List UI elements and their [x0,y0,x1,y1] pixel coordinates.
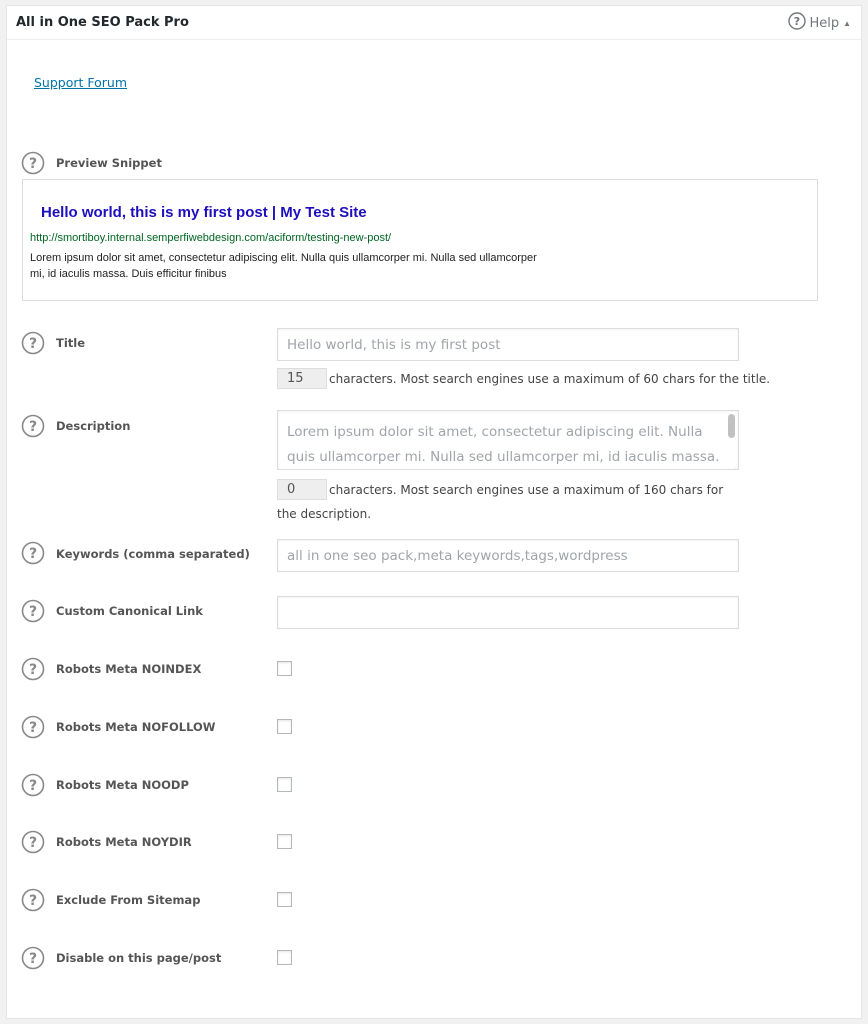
exclude-sitemap-label: Exclude From Sitemap [56,893,201,907]
help-question-icon[interactable] [21,830,45,854]
snippet-title: Hello world, this is my first post | My Test Site [41,204,367,221]
svg-text:?: ? [28,720,38,736]
title-count-hint: characters. Most search engines use a maximum of 60 chars for the title. [329,372,771,386]
nofollow-checkbox[interactable] [277,719,292,734]
disable-post-label: Disable on this page/post [56,951,222,965]
question-circle-icon [788,12,806,35]
help-question-icon[interactable] [21,331,45,355]
help-question-icon[interactable] [21,151,45,175]
title-label: Title [56,336,86,350]
help-question-icon[interactable] [21,888,45,912]
svg-text:?: ? [28,336,38,352]
nofollow-label: Robots Meta NOFOLLOW [56,720,216,734]
svg-text:?: ? [28,156,38,172]
svg-text:?: ? [28,951,38,967]
noydir-label: Robots Meta NOYDIR [56,835,192,849]
svg-text:?: ? [28,778,38,794]
metabox-header [7,6,861,40]
help-question-icon[interactable] [21,773,45,797]
snippet-url: http://smortiboy.internal.semperfiwebdesign.com/aciform/testing-new-post/ [30,232,392,244]
support-forum-link[interactable]: Support Forum [34,75,128,90]
description-textarea[interactable] [277,410,739,470]
preview-snippet [22,179,818,301]
description-label: Description [56,419,131,433]
canonical-label: Custom Canonical Link [56,604,203,618]
svg-text:?: ? [28,835,38,851]
noodp-label: Robots Meta NOODP [56,778,189,792]
triangle-up-icon: ▲ [843,18,851,28]
keywords-input[interactable]: all in one seo pack,meta keywords,tags,wordpress [277,539,739,572]
noodp-checkbox[interactable] [277,777,292,792]
canonical-input[interactable] [277,596,739,629]
noindex-label: Robots Meta NOINDEX [56,662,202,676]
textarea-scrollbar[interactable] [728,414,735,438]
help-question-icon[interactable] [21,715,45,739]
help-question-icon[interactable] [21,541,45,565]
seo-metabox [6,5,862,1019]
noindex-checkbox[interactable] [277,661,292,676]
keywords-label: Keywords (comma separated) [56,547,250,561]
preview-snippet-label: Preview Snippet [56,156,162,170]
disable-post-checkbox[interactable] [277,950,292,965]
svg-text:?: ? [28,419,38,435]
help-question-icon[interactable] [21,414,45,438]
svg-text:?: ? [28,546,38,562]
noydir-checkbox[interactable] [277,834,292,849]
description-char-count: 0 [277,479,327,500]
title-char-count: 15 [277,368,327,389]
help-label: Help [809,15,840,31]
svg-text:?: ? [28,662,38,678]
help-toggle[interactable] [788,13,851,33]
title-input[interactable]: Hello world, this is my first post [277,328,739,361]
metabox-title: All in One SEO Pack Pro [16,15,189,30]
svg-text:?: ? [28,893,38,909]
exclude-sitemap-checkbox[interactable] [277,892,292,907]
svg-text:?: ? [794,14,801,28]
description-count-hint: characters. Most search engines use a maximum of 160 chars for the description. [277,483,724,521]
help-question-icon[interactable] [21,946,45,970]
help-question-icon[interactable] [21,657,45,681]
description-placeholder: Lorem ipsum dolor sit amet, consectetur adipiscing elit. Nulla quis ullamcorper mi. Nulla sed ullamcorper mi, id iaculis massa. [287,424,720,465]
snippet-description: Lorem ipsum dolor sit amet, consectetur adipiscing elit. Nulla quis ullamcorper mi. Nulla sed ullamcorper mi, id iaculis massa. Duis efficitur finibus [30,252,537,280]
resize-handle-icon[interactable] [729,460,737,468]
help-question-icon[interactable] [21,599,45,623]
svg-text:?: ? [28,604,38,620]
